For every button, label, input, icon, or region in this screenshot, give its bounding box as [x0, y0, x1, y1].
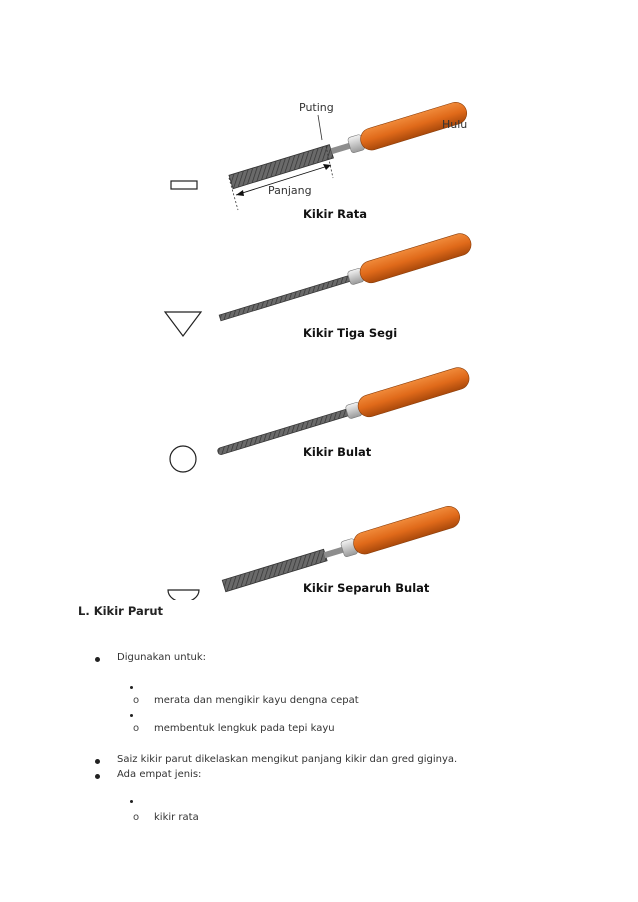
list-item-jenis: Ada empat jenis:	[117, 769, 202, 780]
label-puting: Puting	[299, 101, 334, 114]
file-tiga-segi	[165, 231, 474, 336]
sub-marker: o	[133, 812, 140, 823]
sub-marker: o	[133, 723, 140, 734]
list-subitem-merata: merata dan mengikir kayu dengna cepat	[154, 695, 359, 706]
sub-bullet-dot	[130, 686, 133, 689]
sub-bullet-dot	[130, 714, 133, 717]
caption-kikir-tiga-segi: Kikir Tiga Segi	[303, 326, 398, 340]
caption-kikir-bulat: Kikir Bulat	[303, 445, 372, 459]
label-hulu: Hulu	[442, 118, 468, 131]
section-heading: L. Kikir Parut	[78, 604, 164, 618]
half-circle-profile-icon	[168, 590, 199, 600]
sub-marker: o	[133, 695, 140, 706]
caption-kikir-separuh-bulat: Kikir Separuh Bulat	[303, 581, 430, 595]
rectangle-profile-icon	[171, 181, 197, 189]
file-rata	[171, 100, 469, 210]
list-subitem-kikir-rata: kikir rata	[154, 812, 199, 823]
bullet-dot	[95, 774, 100, 779]
bullet-dot	[95, 759, 100, 764]
list-item-digunakan: Digunakan untuk:	[117, 652, 206, 663]
label-panjang: Panjang	[268, 184, 312, 197]
bullet-dot	[95, 657, 100, 662]
sub-bullet-dot	[130, 800, 133, 803]
caption-kikir-rata: Kikir Rata	[303, 207, 367, 221]
triangle-profile-icon	[165, 312, 201, 336]
list-item-saiz: Saiz kikir parut dikelaskan mengikut panjang kikir dan gred giginya.	[117, 754, 458, 765]
list-subitem-lengkuk: membentuk lengkuk pada tepi kayu	[154, 723, 335, 734]
circle-profile-icon	[170, 446, 196, 472]
